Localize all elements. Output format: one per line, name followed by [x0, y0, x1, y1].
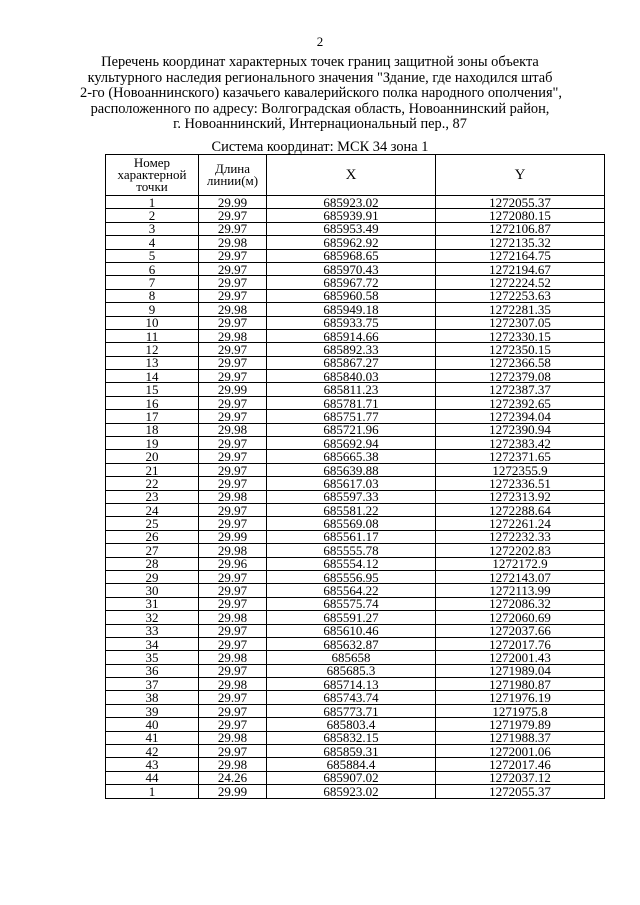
point-number-cell: 16	[106, 396, 199, 409]
y-cell: 1272055.37	[436, 196, 605, 209]
document-title	[80, 54, 563, 133]
line-length-cell: 29.97	[199, 222, 267, 235]
line-length-cell: 24.26	[199, 771, 267, 784]
point-number-cell: 23	[106, 490, 199, 503]
point-number-cell: 5	[106, 249, 199, 262]
line-length-cell: 29.97	[199, 463, 267, 476]
page-number: 2	[316, 34, 324, 49]
table-row	[106, 584, 605, 597]
title-line: культурного наследия регионального значения "Здание, где находился штаб	[87, 69, 553, 86]
x-cell: 685721.96	[267, 423, 436, 436]
x-cell: 685773.71	[267, 704, 436, 717]
table-row	[106, 704, 605, 717]
line-length-cell: 29.98	[199, 423, 267, 436]
x-cell: 685561.17	[267, 530, 436, 543]
table-row	[106, 771, 605, 784]
point-number-cell: 12	[106, 343, 199, 356]
line-length-cell: 29.98	[199, 678, 267, 691]
line-length-cell: 29.98	[199, 611, 267, 624]
table-row	[106, 678, 605, 691]
line-length-cell: 29.99	[199, 383, 267, 396]
point-number-cell: 18	[106, 423, 199, 436]
point-number-cell: 7	[106, 276, 199, 289]
x-cell: 685884.4	[267, 758, 436, 771]
x-cell: 685933.75	[267, 316, 436, 329]
line-length-cell: 29.99	[199, 196, 267, 209]
y-cell: 1272135.32	[436, 236, 605, 249]
x-cell: 685617.03	[267, 477, 436, 490]
line-length-cell: 29.97	[199, 396, 267, 409]
y-cell: 1272232.33	[436, 530, 605, 543]
point-number-cell: 8	[106, 289, 199, 302]
header-line-length: Длина линии(м)	[199, 155, 267, 196]
line-length-cell: 29.98	[199, 651, 267, 664]
table-row	[106, 343, 605, 356]
point-number-cell: 34	[106, 637, 199, 650]
y-cell: 1272060.69	[436, 611, 605, 624]
point-number-cell: 36	[106, 664, 199, 677]
x-cell: 685859.31	[267, 745, 436, 758]
x-cell: 685968.65	[267, 249, 436, 262]
line-length-cell: 29.97	[199, 664, 267, 677]
line-length-cell: 29.97	[199, 624, 267, 637]
y-cell: 1272330.15	[436, 329, 605, 342]
table-row	[106, 329, 605, 342]
table-row	[106, 544, 605, 557]
table-row	[106, 731, 605, 744]
table-row	[106, 410, 605, 423]
y-cell: 1272350.15	[436, 343, 605, 356]
y-cell: 1272394.04	[436, 410, 605, 423]
point-number-cell: 14	[106, 370, 199, 383]
y-cell: 1272172.9	[436, 557, 605, 570]
line-length-cell: 29.97	[199, 704, 267, 717]
point-number-cell: 9	[106, 303, 199, 316]
point-number-cell: 4	[106, 236, 199, 249]
table-row	[106, 370, 605, 383]
point-number-cell: 15	[106, 383, 199, 396]
point-number-cell: 22	[106, 477, 199, 490]
table-row	[106, 490, 605, 503]
line-length-cell: 29.97	[199, 570, 267, 583]
x-cell: 685914.66	[267, 329, 436, 342]
table-row	[106, 236, 605, 249]
table-header-row	[106, 155, 605, 196]
y-cell: 1272355.9	[436, 463, 605, 476]
line-length-cell: 29.97	[199, 262, 267, 275]
y-cell: 1272366.58	[436, 356, 605, 369]
line-length-cell: 29.97	[199, 450, 267, 463]
y-cell: 1272017.46	[436, 758, 605, 771]
line-length-cell: 29.97	[199, 584, 267, 597]
line-length-cell: 29.97	[199, 356, 267, 369]
x-cell: 685581.22	[267, 503, 436, 516]
point-number-cell: 13	[106, 356, 199, 369]
line-length-cell: 29.98	[199, 329, 267, 342]
y-cell: 1271989.04	[436, 664, 605, 677]
line-length-cell: 29.97	[199, 718, 267, 731]
y-cell: 1272017.76	[436, 637, 605, 650]
x-cell: 685803.4	[267, 718, 436, 731]
table-row	[106, 691, 605, 704]
x-cell: 685639.88	[267, 463, 436, 476]
line-length-cell: 29.97	[199, 745, 267, 758]
header-y: Y	[436, 155, 605, 196]
y-cell: 1271979.89	[436, 718, 605, 731]
header-x: X	[267, 155, 436, 196]
point-number-cell: 24	[106, 503, 199, 516]
table-row	[106, 517, 605, 530]
y-cell: 1272037.12	[436, 771, 605, 784]
x-cell: 685970.43	[267, 262, 436, 275]
y-cell: 1272288.64	[436, 503, 605, 516]
y-cell: 1272387.37	[436, 383, 605, 396]
point-number-cell: 20	[106, 450, 199, 463]
y-cell: 1271988.37	[436, 731, 605, 744]
line-length-cell: 29.98	[199, 731, 267, 744]
table-body	[106, 196, 605, 799]
point-number-cell: 6	[106, 262, 199, 275]
x-cell: 685632.87	[267, 637, 436, 650]
coordinate-system-caption: Система координат: МСК 34 зона 1	[211, 139, 429, 155]
x-cell: 685665.38	[267, 450, 436, 463]
point-number-cell: 35	[106, 651, 199, 664]
x-cell: 685575.74	[267, 597, 436, 610]
x-cell: 685892.33	[267, 343, 436, 356]
line-length-cell: 29.98	[199, 303, 267, 316]
table-row	[106, 423, 605, 436]
table-row	[106, 758, 605, 771]
x-cell: 685867.27	[267, 356, 436, 369]
x-cell: 685967.72	[267, 276, 436, 289]
y-cell: 1272224.52	[436, 276, 605, 289]
table-row	[106, 503, 605, 516]
table-row	[106, 196, 605, 209]
y-cell: 1272086.32	[436, 597, 605, 610]
line-length-cell: 29.97	[199, 437, 267, 450]
y-cell: 1272037.66	[436, 624, 605, 637]
y-cell: 1272371.65	[436, 450, 605, 463]
x-cell: 685692.94	[267, 437, 436, 450]
y-cell: 1272001.06	[436, 745, 605, 758]
point-number-cell: 27	[106, 544, 199, 557]
y-cell: 1272202.83	[436, 544, 605, 557]
table-row	[106, 530, 605, 543]
x-cell: 685591.27	[267, 611, 436, 624]
x-cell: 685960.58	[267, 289, 436, 302]
y-cell: 1271975.8	[436, 704, 605, 717]
x-cell: 685564.22	[267, 584, 436, 597]
x-cell: 685555.78	[267, 544, 436, 557]
y-cell: 1272336.51	[436, 477, 605, 490]
point-number-cell: 37	[106, 678, 199, 691]
x-cell: 685658	[267, 651, 436, 664]
table-row	[106, 745, 605, 758]
point-number-cell: 30	[106, 584, 199, 597]
x-cell: 685597.33	[267, 490, 436, 503]
line-length-cell: 29.97	[199, 370, 267, 383]
point-number-cell: 19	[106, 437, 199, 450]
x-cell: 685751.77	[267, 410, 436, 423]
x-cell: 685949.18	[267, 303, 436, 316]
table-row	[106, 664, 605, 677]
y-cell: 1272313.92	[436, 490, 605, 503]
x-cell: 685953.49	[267, 222, 436, 235]
line-length-cell: 29.97	[199, 691, 267, 704]
line-length-cell: 29.97	[199, 343, 267, 356]
y-cell: 1272307.05	[436, 316, 605, 329]
coordinates-table	[105, 154, 605, 799]
y-cell: 1271980.87	[436, 678, 605, 691]
table-row	[106, 383, 605, 396]
point-number-cell: 1	[106, 196, 199, 209]
table-row	[106, 316, 605, 329]
line-length-cell: 29.97	[199, 517, 267, 530]
table-row	[106, 718, 605, 731]
point-number-cell: 10	[106, 316, 199, 329]
table-row	[106, 624, 605, 637]
table-row	[106, 289, 605, 302]
line-length-cell: 29.98	[199, 758, 267, 771]
point-number-cell: 11	[106, 329, 199, 342]
line-length-cell: 29.97	[199, 477, 267, 490]
title-line: г. Новоаннинский, Интернациональный пер., 87	[173, 116, 467, 132]
x-cell: 685554.12	[267, 557, 436, 570]
point-number-cell: 2	[106, 209, 199, 222]
point-number-cell: 40	[106, 718, 199, 731]
y-cell: 1271976.19	[436, 691, 605, 704]
line-length-cell: 29.97	[199, 316, 267, 329]
line-length-cell: 29.98	[199, 490, 267, 503]
title-line: расположенного по адресу: Волгоградская область, Новоаннинский район,	[90, 100, 550, 117]
title-line: Перечень координат характерных точек границ защитной зоны объекта	[101, 54, 539, 70]
line-length-cell: 29.97	[199, 410, 267, 423]
point-number-cell: 26	[106, 530, 199, 543]
table-row	[106, 477, 605, 490]
x-cell: 685832.15	[267, 731, 436, 744]
table-row	[106, 222, 605, 235]
point-number-cell: 32	[106, 611, 199, 624]
point-number-cell: 43	[106, 758, 199, 771]
point-number-cell: 25	[106, 517, 199, 530]
x-cell: 685556.95	[267, 570, 436, 583]
y-cell: 1272379.08	[436, 370, 605, 383]
y-cell: 1272261.24	[436, 517, 605, 530]
table-row	[106, 356, 605, 369]
y-cell: 1272106.87	[436, 222, 605, 235]
table-row	[106, 637, 605, 650]
x-cell: 685569.08	[267, 517, 436, 530]
line-length-cell: 29.97	[199, 637, 267, 650]
point-number-cell: 38	[106, 691, 199, 704]
point-number-cell: 17	[106, 410, 199, 423]
y-cell: 1272194.67	[436, 262, 605, 275]
line-length-cell: 29.96	[199, 557, 267, 570]
table-row	[106, 450, 605, 463]
line-length-cell: 29.97	[199, 249, 267, 262]
x-cell: 685840.03	[267, 370, 436, 383]
point-number-cell: 41	[106, 731, 199, 744]
line-length-cell: 29.98	[199, 544, 267, 557]
y-cell: 1272055.37	[436, 785, 605, 798]
point-number-cell: 21	[106, 463, 199, 476]
y-cell: 1272080.15	[436, 209, 605, 222]
x-cell: 685923.02	[267, 196, 436, 209]
table-row	[106, 249, 605, 262]
point-number-cell: 44	[106, 771, 199, 784]
y-cell: 1272001.43	[436, 651, 605, 664]
point-number-cell: 39	[106, 704, 199, 717]
x-cell: 685907.02	[267, 771, 436, 784]
table-row	[106, 303, 605, 316]
table-row	[106, 396, 605, 409]
table-row	[106, 570, 605, 583]
y-cell: 1272390.94	[436, 423, 605, 436]
table-row	[106, 651, 605, 664]
point-number-cell: 31	[106, 597, 199, 610]
table-row	[106, 276, 605, 289]
x-cell: 685939.91	[267, 209, 436, 222]
y-cell: 1272253.63	[436, 289, 605, 302]
y-cell: 1272383.42	[436, 437, 605, 450]
table-row	[106, 463, 605, 476]
y-cell: 1272164.75	[436, 249, 605, 262]
table-row	[106, 597, 605, 610]
point-number-cell: 1	[106, 785, 199, 798]
x-cell: 685610.46	[267, 624, 436, 637]
table-row	[106, 557, 605, 570]
y-cell: 1272113.99	[436, 584, 605, 597]
line-length-cell: 29.97	[199, 597, 267, 610]
line-length-cell: 29.97	[199, 276, 267, 289]
x-cell: 685811.23	[267, 383, 436, 396]
point-number-cell: 28	[106, 557, 199, 570]
x-cell: 685923.02	[267, 785, 436, 798]
table-row	[106, 262, 605, 275]
table-row	[106, 611, 605, 624]
line-length-cell: 29.99	[199, 530, 267, 543]
header-point-number: Номер характерной точки	[106, 155, 199, 196]
y-cell: 1272392.65	[436, 396, 605, 409]
table-row	[106, 785, 605, 798]
x-cell: 685781.71	[267, 396, 436, 409]
x-cell: 685714.13	[267, 678, 436, 691]
table-row	[106, 209, 605, 222]
line-length-cell: 29.97	[199, 289, 267, 302]
x-cell: 685685.3	[267, 664, 436, 677]
x-cell: 685962.92	[267, 236, 436, 249]
table-row	[106, 437, 605, 450]
point-number-cell: 42	[106, 745, 199, 758]
title-line: 2-го (Новоаннинского) казачьего кавалерийского полка народного ополчения",	[80, 85, 563, 101]
x-cell: 685743.74	[267, 691, 436, 704]
line-length-cell: 29.98	[199, 236, 267, 249]
y-cell: 1272281.35	[436, 303, 605, 316]
point-number-cell: 29	[106, 570, 199, 583]
line-length-cell: 29.97	[199, 503, 267, 516]
line-length-cell: 29.97	[199, 209, 267, 222]
point-number-cell: 3	[106, 222, 199, 235]
line-length-cell: 29.99	[199, 785, 267, 798]
y-cell: 1272143.07	[436, 570, 605, 583]
point-number-cell: 33	[106, 624, 199, 637]
